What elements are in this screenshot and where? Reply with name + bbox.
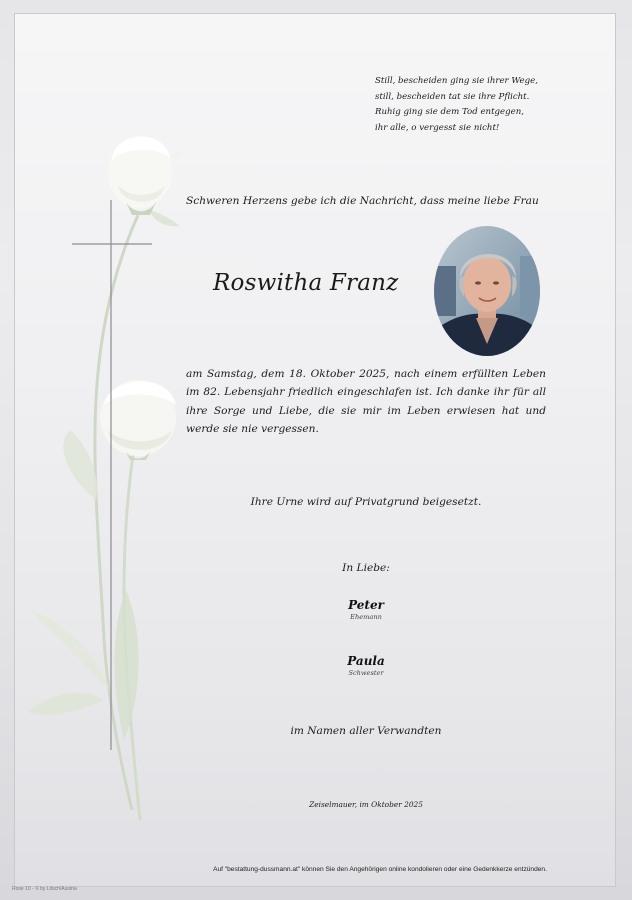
mourner <box>266 598 466 621</box>
in-liebe-heading: In Liebe: <box>342 562 390 574</box>
leaf-icon <box>150 210 180 226</box>
portrait-photo <box>434 226 540 356</box>
poem-line: still, bescheiden tat sie ihre Pflicht. <box>375 91 530 102</box>
mourner-name: Peter <box>348 598 384 612</box>
mourner-role: Schwester <box>348 669 384 677</box>
poem <box>375 74 595 136</box>
intro-text: Schweren Herzens gebe ich die Nachricht, dass meine liebe Frau <box>186 195 539 207</box>
poem-line: Ruhig ging sie dem Tod entgegen, <box>375 107 524 117</box>
leaf-icon <box>63 430 97 500</box>
mourner <box>266 654 466 677</box>
announcement-body: am Samstag, dem 18. Oktober 2025, nach einem erfüllten Leben im 82. Lebensjahr friedlich eingeschlafen ist. Ich danke ihr für all ihre Sorge und Liebe, die sie mir im Leben erwiesen hat und werde sie nie vergessen. <box>186 368 546 435</box>
leaf-icon <box>28 693 104 715</box>
relatives-line: im Namen aller Verwandten <box>290 725 442 737</box>
mourner-name: Paula <box>347 654 385 668</box>
condolence-note: Auf "bestattung-dussmann.at" können Sie den Angehörigen online kondolieren oder eine Gedenkkerze entzünden. <box>213 866 547 873</box>
poem-line: Still, bescheiden ging sie ihrer Wege, <box>375 76 538 86</box>
image-credit: Rose 10 - © by Litsch/Austria <box>12 886 77 892</box>
poem-line: ihr alle, o vergesst sie nicht! <box>375 122 500 133</box>
place-date: Zeiselmauer, im Oktober 2025 <box>309 800 423 809</box>
leaf-icon <box>115 590 139 740</box>
rose-icon <box>108 136 183 215</box>
burial-note: Ihre Urne wird auf Privatgrund beigesetzt. <box>250 496 482 508</box>
mourner-role: Ehemann <box>350 613 382 621</box>
leaf-icon <box>30 610 110 690</box>
deceased-name: Roswitha Franz <box>213 270 399 296</box>
